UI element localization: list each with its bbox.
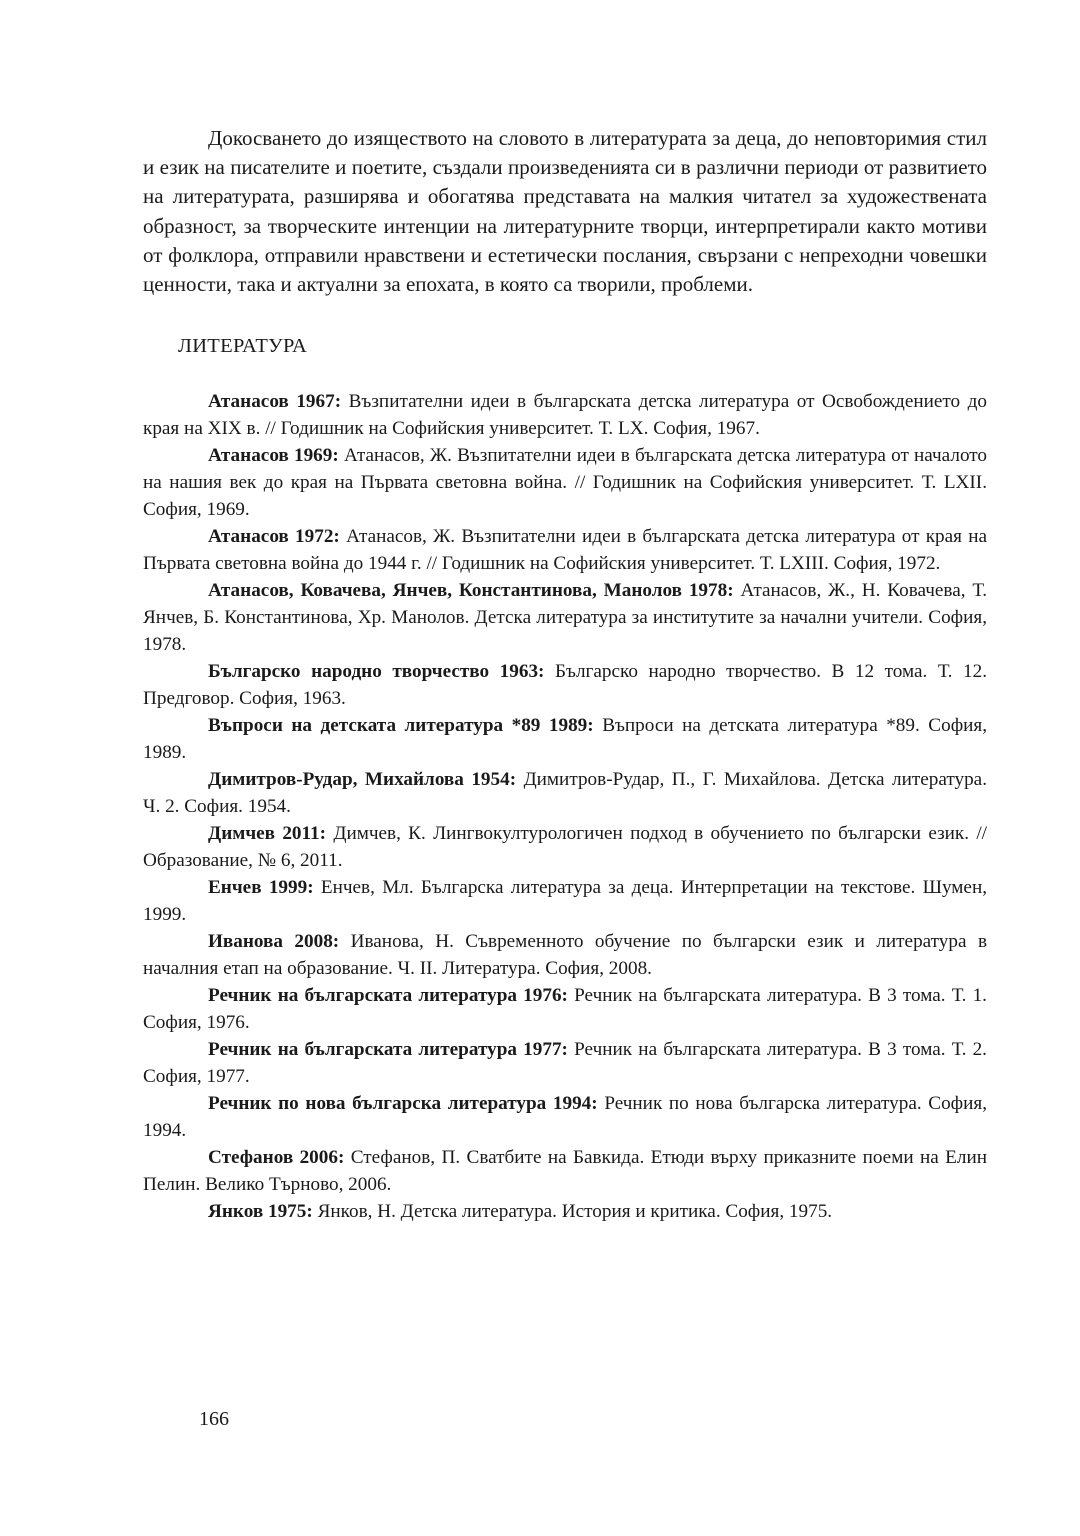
bibliography-entry (143, 928, 987, 982)
entry-key: Атанасов 1969: (208, 445, 339, 467)
bibliography-entry (143, 982, 987, 1036)
entry-key: Димчев 2011: (208, 823, 327, 845)
bibliography-entry (143, 1144, 987, 1198)
entry-key: Атанасов 1967: (208, 391, 342, 413)
bibliography-entry (143, 1036, 987, 1090)
entry-text: Янков, Н. Детска литература. История и критика. София, 1975. (317, 1201, 833, 1223)
bibliography-entry (143, 658, 987, 712)
entry-key: Речник на българската литература 1977: (208, 1039, 568, 1061)
entry-key: Иванова 2008: (208, 931, 340, 953)
entry-text: Димчев, К. Лингвокултурологичен подход в обучението по български език. // Образование, № 6, 2011. (143, 823, 988, 872)
entry-text: Възпитателни идеи в българската детска литература от Освобождението до края на XIX в. // Годишник на Софийския университет. Т. LX. София, 1967. (143, 391, 988, 440)
bibliography-entry (143, 577, 987, 658)
entry-text: Димитров-Рудар, П., Г. Михайлова. Детска литература. Ч. 2. София. 1954. (143, 769, 987, 818)
entry-key: Стефанов 2006: (208, 1147, 345, 1169)
bibliography-entry (143, 523, 987, 577)
intro-paragraph: Докосването до изяществото на словото в литературата за деца, до неповторимия стил и език на писателите и поетите, създали произведенията си в различни периоди от развитието на литературата, разширява и обогатява представата на малкия читател за художествената образност, за творческите интенции на литературните творци, интерпретирали както мотиви от фолклора, отправили нравствени и естетически послания, свързани с непреходни човешки ценности, така и актуални за епохата, в която са творили, проблеми. (143, 126, 987, 297)
page-content (143, 124, 987, 1225)
page-number: 166 (199, 1408, 229, 1430)
entry-text: Атанасов, Ж. Възпитателни идеи в българската детска литература от края на Първата световна война до 1944 г. // Годишник на Софийския университет. Т. LXIII. София, 1972. (143, 526, 988, 575)
entry-text: Въпроси на детската литература *89. София, 1989. (143, 715, 988, 764)
entry-key: Речник на българската литература 1976: (208, 985, 568, 1007)
entry-text: Енчев, Мл. Българска литература за деца. Интерпретации на текстове. Шумен, 1999. (143, 877, 988, 926)
bibliography-entry (143, 442, 987, 523)
section-heading: ЛИТЕРАТУРА (178, 335, 308, 358)
entry-text: Речник на българската литература. В 3 тома. Т. 1. София, 1976. (143, 985, 987, 1034)
entry-key: Речник по нова българска литература 1994: (208, 1093, 598, 1115)
bibliography-entry (143, 712, 987, 766)
bibliography-entry (143, 388, 987, 442)
entry-key: Атанасов 1972: (208, 526, 340, 548)
entry-text: Речник на българската литература. В 3 тома. Т. 2. София, 1977. (143, 1039, 987, 1088)
entry-text: Атанасов, Ж. Възпитателни идеи в българската детска литература от началото на нашия век до края на Първата световна война. // Годишник на Софийския университет. Т. LXII. София, 1969. (143, 445, 988, 521)
bibliography-entry (143, 1090, 987, 1144)
entry-key: Димитров-Рудар, Михайлова 1954: (208, 769, 517, 791)
entry-text: Речник по нова българска литература. София, 1994. (143, 1093, 988, 1142)
bibliography-entry (143, 766, 987, 820)
entry-text: Иванова, Н. Съвременното обучение по български език и литература в началния етап на образование. Ч. II. Литература. София, 2008. (143, 931, 987, 980)
bibliography-entry (143, 1198, 987, 1225)
bibliography-list (143, 388, 987, 1225)
bibliography-entry (143, 874, 987, 928)
bibliography-entry (143, 820, 987, 874)
entry-key: Българско народно творчество 1963: (208, 661, 545, 683)
entry-key: Въпроси на детската литература *89 1989: (208, 715, 594, 737)
entry-text: Българско народно творчество. В 12 тома. Т. 12. Предговор. София, 1963. (143, 661, 988, 710)
entry-text: Стефанов, П. Сватбите на Бавкида. Етюди върху приказните поеми на Елин Пелин. Велико Търново, 2006. (143, 1147, 987, 1196)
entry-text: Атанасов, Ж., Н. Ковачева, Т. Янчев, Б. Константинова, Хр. Манолов. Детска литература за институтите за начални учители. София, 1978. (143, 580, 987, 656)
entry-key: Енчев 1999: (208, 877, 314, 899)
entry-key: Янков 1975: (208, 1201, 313, 1223)
entry-key: Атанасов, Ковачева, Янчев, Константинова, Манолов 1978: (208, 580, 734, 602)
